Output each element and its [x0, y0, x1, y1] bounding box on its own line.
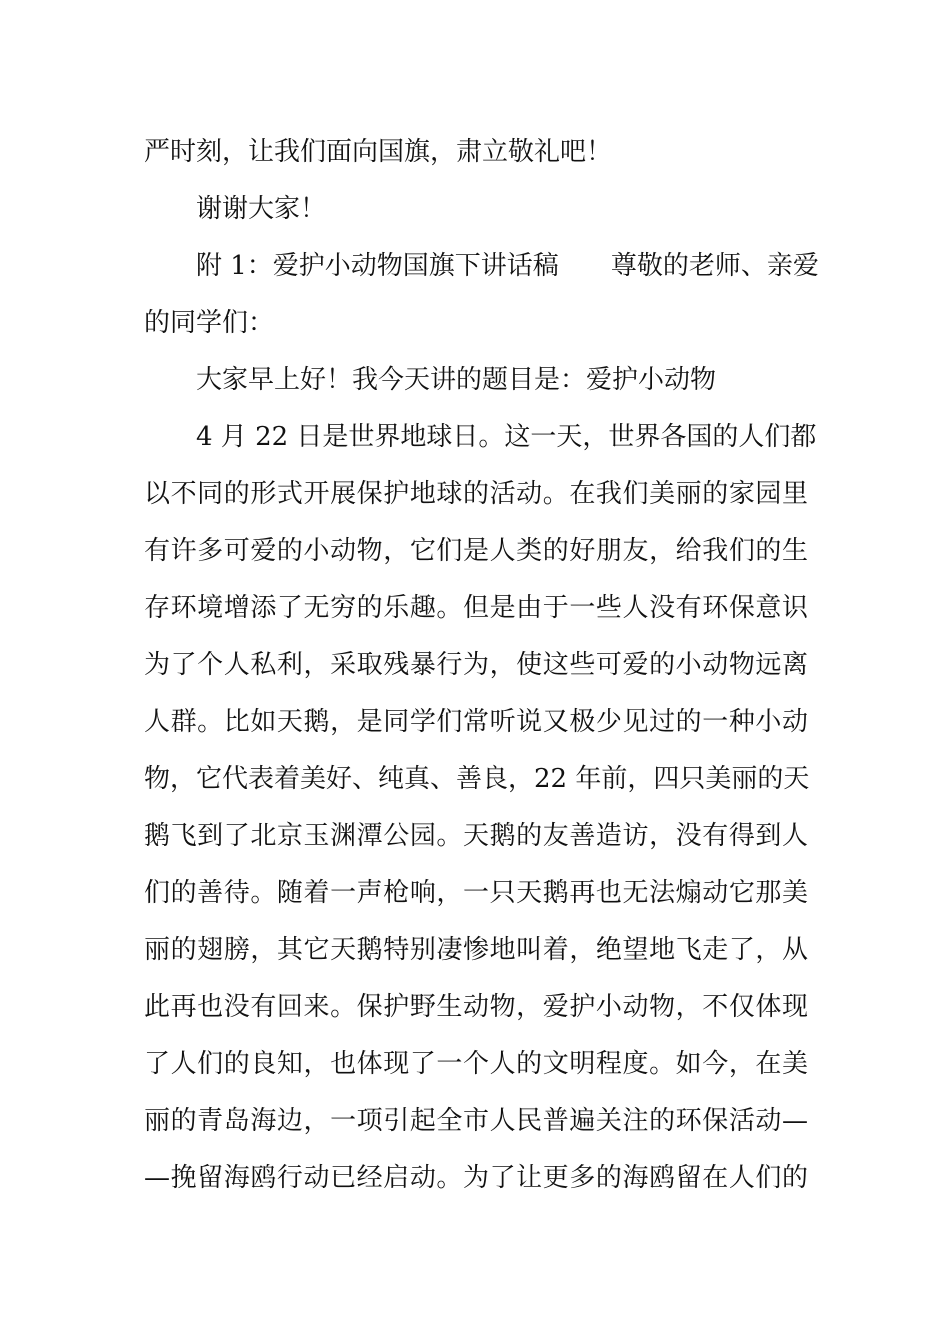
- text-line: 们的善待。随着一声枪响，一只天鹅再也无法煽动它那美: [144, 878, 808, 908]
- text-line: 存环境增添了无穷的乐趣。但是由于一些人没有环保意识: [144, 593, 808, 623]
- text-line: 了人们的良知，也体现了一个人的文明程度。如今，在美: [144, 1049, 808, 1079]
- text-line: 丽的翅膀，其它天鹅特别凄惨地叫着，绝望地飞走了，从: [144, 935, 808, 965]
- text-line: —挽留海鸥行动已经启动。为了让更多的海鸥留在人们的: [144, 1163, 808, 1193]
- text-line: 人群。比如天鹅，是同学们常听说又极少见过的一种小动: [144, 707, 808, 737]
- appendix-title: 附 1：爱护小动物国旗下讲话稿: [196, 251, 559, 281]
- text-line: 有许多可爱的小动物，它们是人类的好朋友，给我们的生: [144, 536, 808, 566]
- text-line: 以不同的形式开展保护地球的活动。在我们美丽的家园里: [144, 479, 808, 509]
- document-body: [144, 124, 819, 1207]
- greeting-start: 尊敬的老师、亲爱: [610, 251, 819, 281]
- text-line: 为了个人私利，采取残暴行为，使这些可爱的小动物远离: [144, 650, 808, 680]
- text-line: 大家早上好！我今天讲的题目是：爱护小动物: [196, 365, 717, 395]
- text-line: [144, 238, 819, 295]
- text-line: 此再也没有回来。保护野生动物，爱护小动物，不仅体现: [144, 992, 808, 1022]
- text-line: 严时刻，让我们面向国旗，肃立敬礼吧！: [144, 137, 613, 167]
- text-line: 4 月 22 日是世界地球日。这一天，世界各国的人们都: [196, 422, 817, 452]
- text-line: 鹅飞到了北京玉渊潭公园。天鹅的友善造访，没有得到人: [144, 821, 808, 851]
- text-line: 的同学们：: [144, 308, 275, 338]
- text-line: 谢谢大家！: [196, 194, 327, 224]
- text-line: 物，它代表着美好、纯真、善良，22 年前，四只美丽的天: [144, 764, 810, 794]
- text-line: 丽的青岛海边，一项引起全市人民普遍关注的环保活动—: [144, 1106, 808, 1136]
